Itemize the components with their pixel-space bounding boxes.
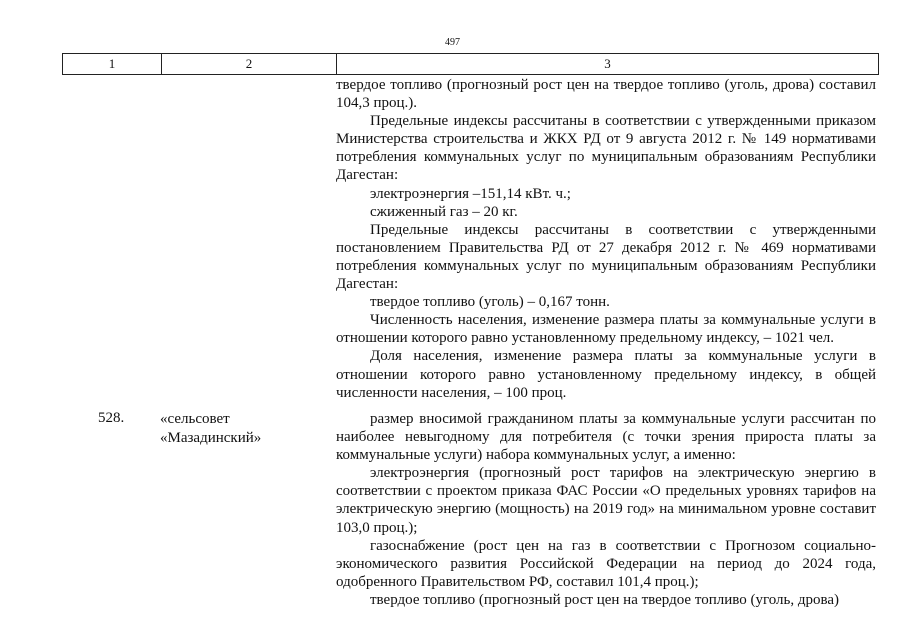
column-2-header: 2: [162, 54, 337, 74]
paragraph: газоснабжение (рост цен на газ в соответствии с Прогнозом социально-экономического развития Российской Федерации на период до 2024 года, одобренного Правительством РФ, составил 101,4 проц.);: [336, 537, 876, 590]
paragraph: Численность населения, изменение размера платы за коммунальные услуги в отношении которого равно установленному предельному индексу, – 1021 чел.: [336, 312, 876, 347]
table-column-header: [62, 53, 879, 75]
municipality-name: [160, 410, 261, 448]
municipality-name-line: «Мазадинский»: [160, 430, 262, 446]
continued-text-block: [336, 76, 876, 402]
row-number: 528.: [98, 410, 125, 426]
paragraph: электроэнергия –151,14 кВт. ч.;: [370, 185, 571, 202]
paragraph: размер вносимой гражданином платы за коммунальные услуги рассчитан по наиболее невыгодному для потребителя (с точки зрения прироста платы за коммунальные услуги) набора коммунальных услуг, а именно:: [336, 411, 876, 464]
paragraph: твердое топливо (уголь) – 0,167 тонн.: [370, 294, 610, 311]
page-number: 497: [445, 37, 460, 48]
paragraph: Предельные индексы рассчитаны в соответствии с утвержденными постановлением Правительства РД от 27 декабря 2012 г. № 469 нормативами потребления коммунальных услуг по муниципальным образованиям Республики Дагестан:: [336, 221, 876, 293]
row-528-text-block: [336, 410, 876, 609]
paragraph: твердое топливо (прогнозный рост цен на твердое топливо (уголь, дрова): [370, 591, 840, 608]
paragraph: сжиженный газ – 20 кг.: [370, 203, 518, 220]
paragraph: твердое топливо (прогнозный рост цен на твердое топливо (уголь, дрова) составил 104,3 проц.).: [336, 77, 876, 112]
column-3-header: 3: [604, 56, 611, 71]
paragraph: Доля населения, изменение размера платы за коммунальные услуги в отношении которого равно установленному предельному индексу, в общей численности населения, – 100 проц.: [336, 348, 876, 401]
municipality-name-line: «сельсовет: [160, 411, 230, 427]
paragraph: электроэнергия (прогнозный рост тарифов на электрическую энергию в соответствии с проектом приказа ФАС России «О предельных уровнях тарифов на электрическую энергию (мощность) на 2019 год» на минимальном уровне составит 103,0 проц.);: [336, 465, 876, 536]
paragraph: Предельные индексы рассчитаны в соответствии с утвержденными приказом Министерства строительства и ЖКХ РД от 9 августа 2012 г. № 149 нормативами потребления коммунальных услуг по муниципальным образованиям Республики Дагестан:: [336, 113, 876, 184]
column-1-header: 1: [63, 54, 162, 74]
